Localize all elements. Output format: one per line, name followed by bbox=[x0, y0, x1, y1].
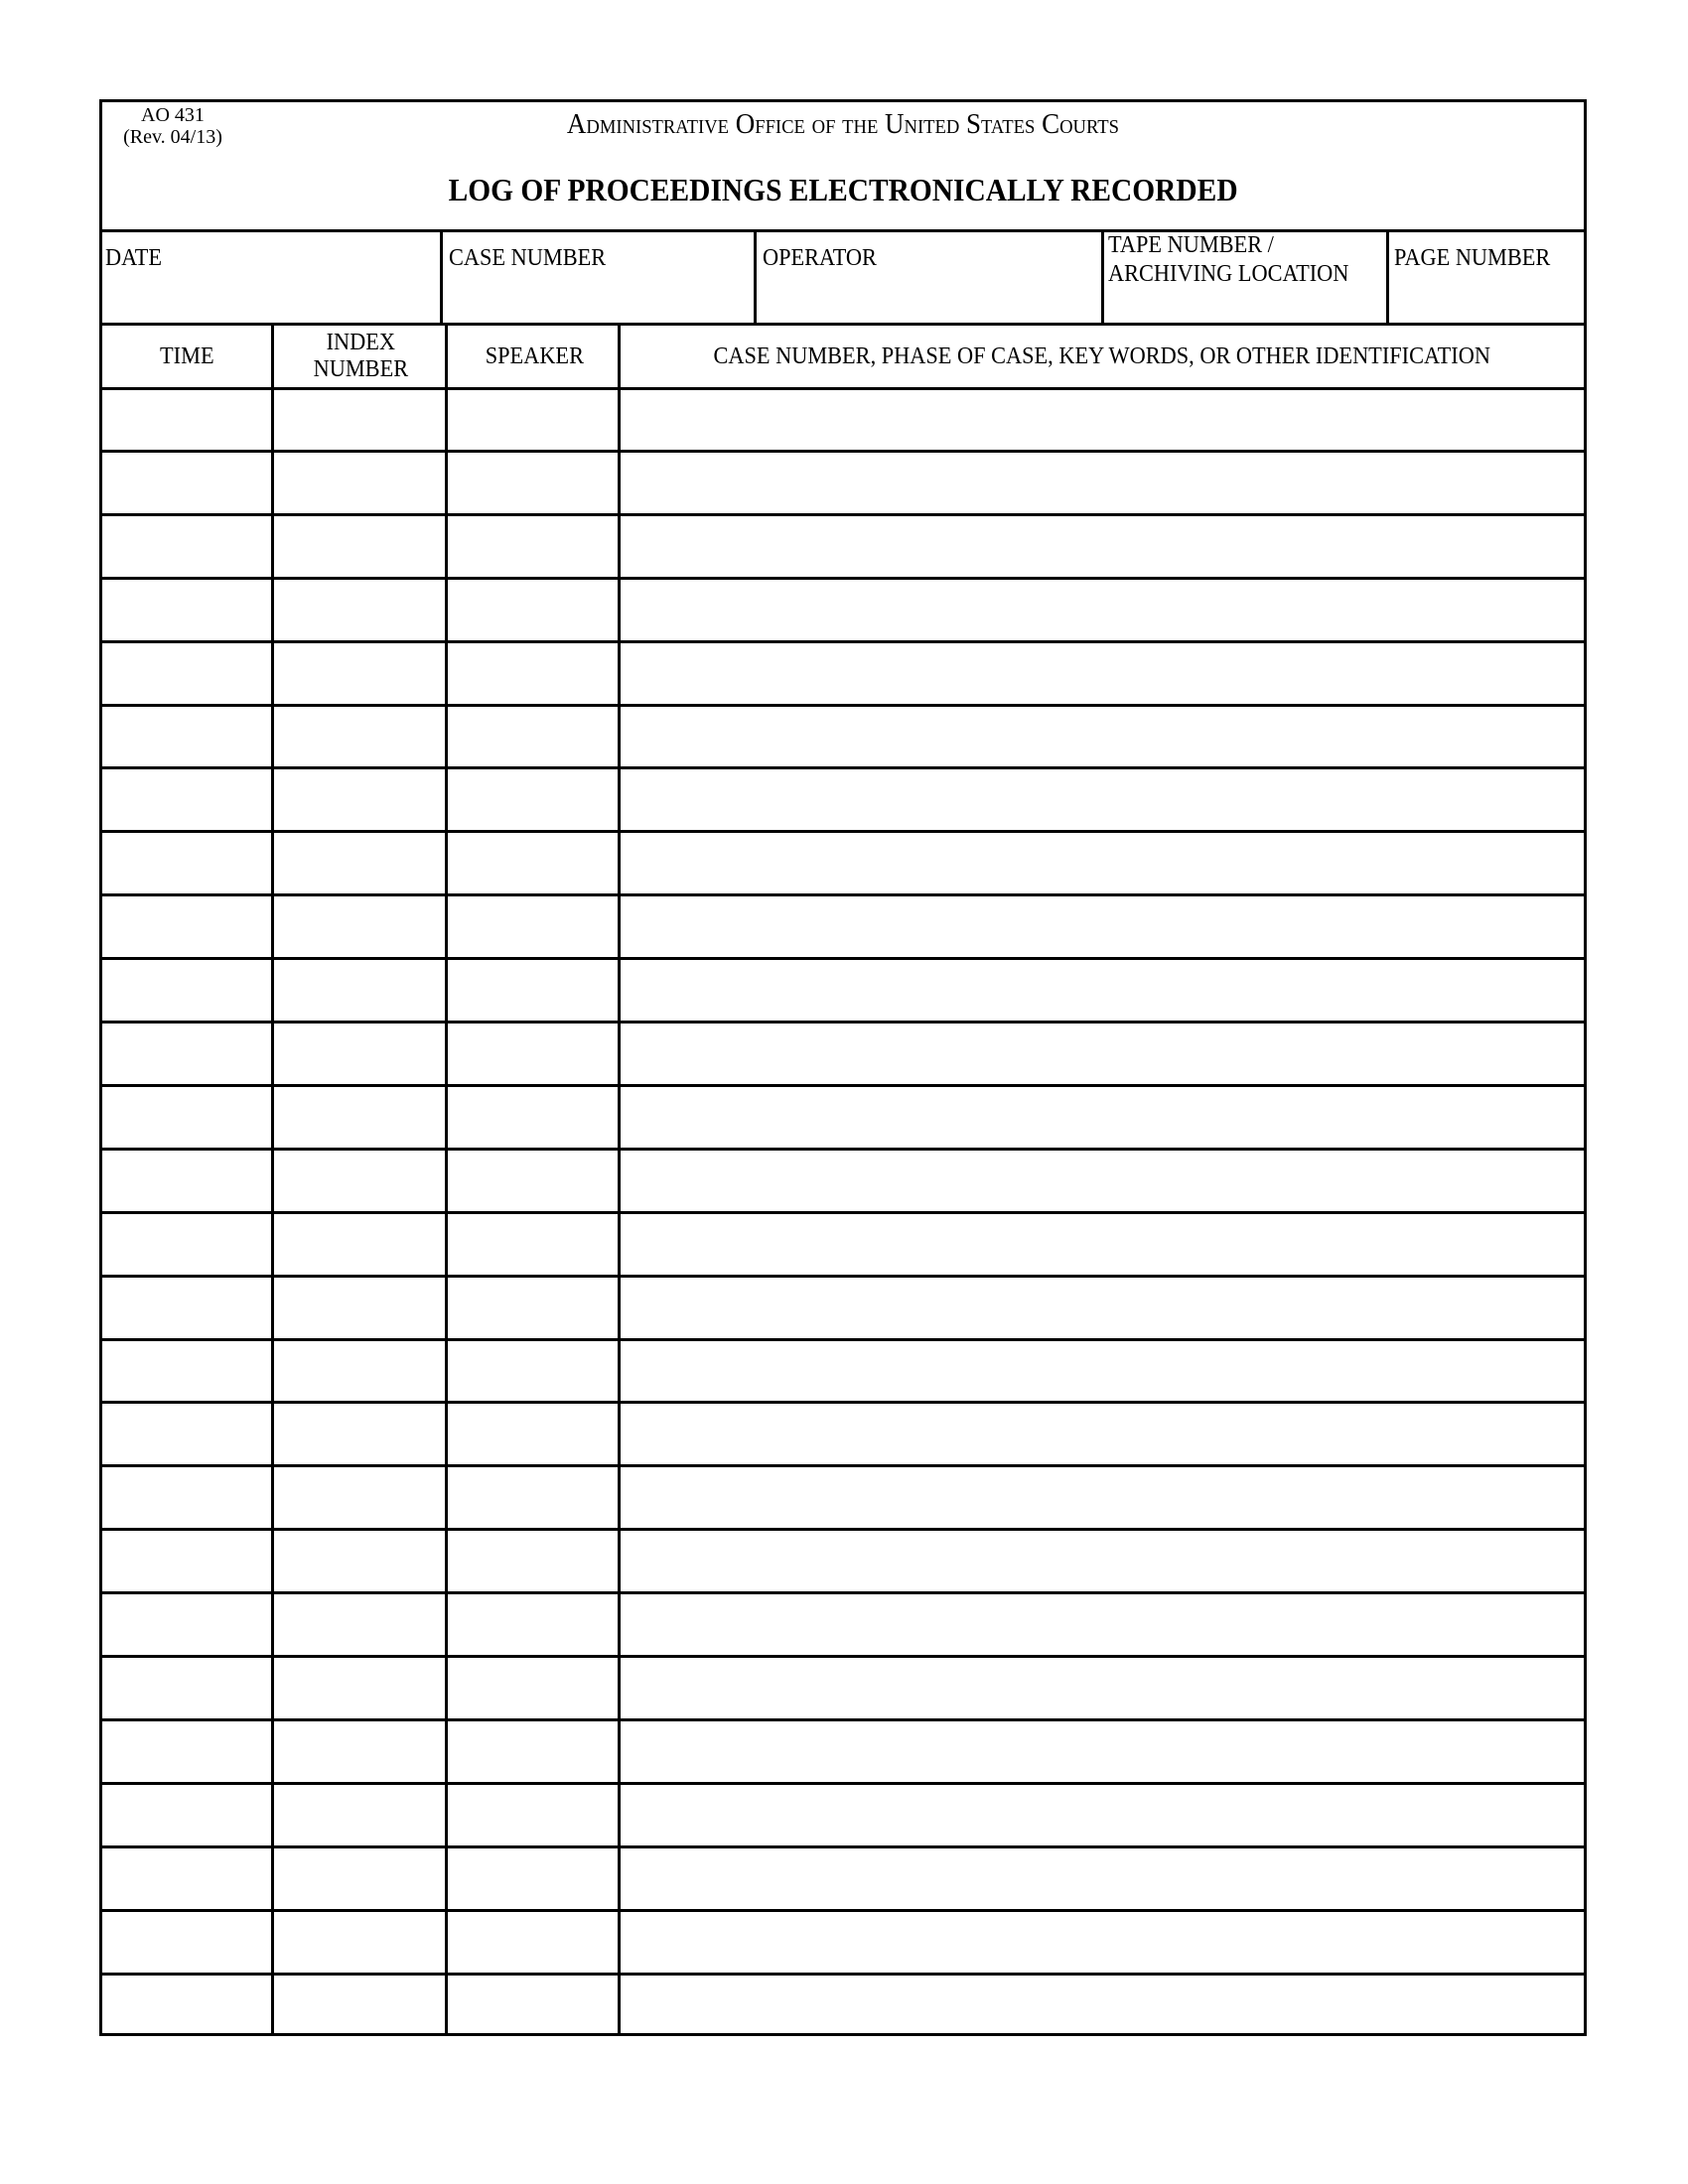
table-row bbox=[102, 514, 1584, 578]
table-row bbox=[102, 641, 1584, 705]
index-number-cell[interactable] bbox=[277, 391, 445, 449]
speaker-cell[interactable] bbox=[451, 898, 618, 956]
index-number-cell[interactable] bbox=[277, 1469, 445, 1527]
time-cell[interactable] bbox=[106, 771, 271, 829]
row-divider bbox=[102, 830, 1584, 833]
index-number-cell[interactable] bbox=[277, 1280, 445, 1337]
identification-cell[interactable] bbox=[624, 1850, 1583, 1908]
identification-cell[interactable] bbox=[624, 1723, 1583, 1781]
table-row bbox=[102, 1974, 1584, 2037]
time-cell[interactable] bbox=[106, 1596, 271, 1654]
identification-cell[interactable] bbox=[624, 1660, 1583, 1717]
time-cell[interactable] bbox=[106, 1343, 271, 1401]
row-divider bbox=[102, 1845, 1584, 1848]
time-cell[interactable] bbox=[106, 455, 271, 512]
table-row bbox=[102, 1085, 1584, 1149]
speaker-cell[interactable] bbox=[451, 582, 618, 639]
identification-cell[interactable] bbox=[624, 1406, 1583, 1463]
row-divider bbox=[102, 1909, 1584, 1912]
table-row bbox=[102, 1212, 1584, 1276]
time-cell[interactable] bbox=[106, 1660, 271, 1717]
time-cell[interactable] bbox=[106, 1469, 271, 1527]
identification-cell[interactable] bbox=[624, 835, 1583, 892]
index-number-cell[interactable] bbox=[277, 898, 445, 956]
table-row bbox=[102, 1402, 1584, 1465]
speaker-cell[interactable] bbox=[451, 1469, 618, 1527]
table-row bbox=[102, 1719, 1584, 1783]
speaker-cell[interactable] bbox=[451, 709, 618, 766]
page-number-label: PAGE NUMBER bbox=[1394, 245, 1551, 271]
time-cell[interactable] bbox=[106, 518, 271, 576]
table-row bbox=[102, 1910, 1584, 1974]
row-divider bbox=[102, 1401, 1584, 1404]
speaker-cell[interactable] bbox=[451, 1216, 618, 1274]
row-divider bbox=[102, 1973, 1584, 1976]
time-cell[interactable] bbox=[106, 835, 271, 892]
table-row bbox=[102, 387, 1584, 451]
row-divider bbox=[102, 957, 1584, 960]
index-number-cell[interactable] bbox=[277, 1723, 445, 1781]
index-number-cell[interactable] bbox=[277, 1153, 445, 1210]
date-field[interactable] bbox=[106, 271, 438, 321]
speaker-cell[interactable] bbox=[451, 835, 618, 892]
case-number-label: CASE NUMBER bbox=[449, 245, 607, 271]
row-divider bbox=[102, 1084, 1584, 1087]
index-number-cell[interactable] bbox=[277, 582, 445, 639]
table-row bbox=[102, 1783, 1584, 1846]
time-cell[interactable] bbox=[106, 1533, 271, 1590]
time-cell[interactable] bbox=[106, 391, 271, 449]
index-number-cell[interactable] bbox=[277, 1660, 445, 1717]
row-divider bbox=[102, 704, 1584, 707]
index-number-cell[interactable] bbox=[277, 1596, 445, 1654]
identification-cell[interactable] bbox=[624, 1025, 1583, 1083]
identification-cell[interactable] bbox=[624, 1153, 1583, 1210]
index-number-cell[interactable] bbox=[277, 455, 445, 512]
identification-cell[interactable] bbox=[624, 582, 1583, 639]
time-cell[interactable] bbox=[106, 962, 271, 1020]
form-revision: (Rev. 04/13) bbox=[123, 126, 222, 148]
time-cell[interactable] bbox=[106, 1850, 271, 1908]
tape-number-label: TAPE NUMBER / ARCHIVING LOCATION bbox=[1108, 232, 1349, 287]
table-row bbox=[102, 1022, 1584, 1085]
time-cell[interactable] bbox=[106, 709, 271, 766]
column-header-identification: CASE NUMBER, PHASE OF CASE, KEY WORDS, OR OTHER IDENTIFICATION bbox=[713, 343, 1491, 369]
index-number-cell[interactable] bbox=[277, 1343, 445, 1401]
index-number-cell[interactable] bbox=[277, 1978, 445, 2035]
row-divider bbox=[102, 1211, 1584, 1214]
row-divider bbox=[102, 1021, 1584, 1024]
index-number-cell[interactable] bbox=[277, 1025, 445, 1083]
table-row bbox=[102, 1529, 1584, 1592]
time-cell[interactable] bbox=[106, 1280, 271, 1337]
page-number-field[interactable] bbox=[1391, 271, 1584, 321]
time-cell[interactable] bbox=[106, 1089, 271, 1147]
row-divider bbox=[102, 893, 1584, 896]
row-divider bbox=[102, 450, 1584, 453]
table-row bbox=[102, 767, 1584, 831]
row-divider bbox=[102, 1275, 1584, 1278]
table-row bbox=[102, 831, 1584, 894]
speaker-cell[interactable] bbox=[451, 518, 618, 576]
time-cell[interactable] bbox=[106, 1216, 271, 1274]
identification-cell[interactable] bbox=[624, 898, 1583, 956]
agency-name bbox=[102, 108, 1584, 141]
identification-cell[interactable] bbox=[624, 1280, 1583, 1337]
date-label: DATE bbox=[105, 245, 163, 271]
identification-cell[interactable] bbox=[624, 962, 1583, 1020]
identification-cell[interactable] bbox=[624, 1469, 1583, 1527]
time-cell[interactable] bbox=[106, 1153, 271, 1210]
column-header-speaker: SPEAKER bbox=[485, 343, 584, 369]
table-row bbox=[102, 451, 1584, 514]
time-cell[interactable] bbox=[106, 898, 271, 956]
row-divider bbox=[102, 1148, 1584, 1151]
form-title bbox=[102, 172, 1584, 208]
table-row bbox=[102, 958, 1584, 1022]
table-row bbox=[102, 894, 1584, 958]
info-divider-3 bbox=[1101, 229, 1104, 326]
table-row bbox=[102, 1592, 1584, 1656]
row-divider bbox=[102, 1655, 1584, 1658]
info-divider-2 bbox=[754, 229, 757, 326]
speaker-cell[interactable] bbox=[451, 1406, 618, 1463]
log-of-proceedings-form bbox=[99, 99, 1587, 2036]
time-cell[interactable] bbox=[106, 1025, 271, 1083]
speaker-cell[interactable] bbox=[451, 455, 618, 512]
speaker-cell[interactable] bbox=[451, 1787, 618, 1844]
row-divider bbox=[102, 1338, 1584, 1341]
identification-cell[interactable] bbox=[624, 455, 1583, 512]
speaker-cell[interactable] bbox=[451, 1596, 618, 1654]
speaker-cell[interactable] bbox=[451, 1978, 618, 2035]
row-divider bbox=[102, 1464, 1584, 1467]
identification-cell[interactable] bbox=[624, 1343, 1583, 1401]
table-row bbox=[102, 705, 1584, 768]
time-cell[interactable] bbox=[106, 1914, 271, 1972]
case-number-field[interactable] bbox=[445, 271, 751, 321]
row-divider bbox=[102, 1782, 1584, 1785]
log-rows bbox=[102, 387, 1584, 2033]
speaker-cell[interactable] bbox=[451, 1533, 618, 1590]
identification-cell[interactable] bbox=[624, 645, 1583, 703]
table-row bbox=[102, 1339, 1584, 1403]
speaker-cell[interactable] bbox=[451, 962, 618, 1020]
index-number-cell[interactable] bbox=[277, 1787, 445, 1844]
index-number-cell[interactable] bbox=[277, 1089, 445, 1147]
speaker-cell[interactable] bbox=[451, 391, 618, 449]
speaker-cell[interactable] bbox=[451, 1914, 618, 1972]
info-divider-1 bbox=[440, 229, 443, 326]
index-number-cell[interactable] bbox=[277, 1914, 445, 1972]
time-cell[interactable] bbox=[106, 1787, 271, 1844]
form-number: AO 431 bbox=[141, 104, 205, 126]
speaker-cell[interactable] bbox=[451, 771, 618, 829]
identification-cell[interactable] bbox=[624, 1533, 1583, 1590]
table-row bbox=[102, 1656, 1584, 1719]
speaker-cell[interactable] bbox=[451, 1723, 618, 1781]
row-divider bbox=[102, 640, 1584, 643]
speaker-cell[interactable] bbox=[451, 1343, 618, 1401]
identification-cell[interactable] bbox=[624, 709, 1583, 766]
table-row bbox=[102, 578, 1584, 641]
speaker-cell[interactable] bbox=[451, 1089, 618, 1147]
identification-cell[interactable] bbox=[624, 1089, 1583, 1147]
operator-field[interactable] bbox=[759, 271, 1098, 321]
index-number-cell[interactable] bbox=[277, 1850, 445, 1908]
identification-cell[interactable] bbox=[624, 518, 1583, 576]
row-divider bbox=[102, 1591, 1584, 1594]
time-cell[interactable] bbox=[106, 645, 271, 703]
index-number-cell[interactable] bbox=[277, 645, 445, 703]
index-number-cell[interactable] bbox=[277, 835, 445, 892]
time-cell[interactable] bbox=[106, 1723, 271, 1781]
row-divider bbox=[102, 577, 1584, 580]
index-number-cell[interactable] bbox=[277, 1533, 445, 1590]
row-divider bbox=[102, 1718, 1584, 1721]
identification-cell[interactable] bbox=[624, 771, 1583, 829]
table-row bbox=[102, 1149, 1584, 1212]
index-number-cell[interactable] bbox=[277, 1216, 445, 1274]
identification-cell[interactable] bbox=[624, 1596, 1583, 1654]
row-divider bbox=[102, 1528, 1584, 1531]
identification-cell[interactable] bbox=[624, 391, 1583, 449]
speaker-cell[interactable] bbox=[451, 1660, 618, 1717]
identification-cell[interactable] bbox=[624, 1978, 1583, 2035]
speaker-cell[interactable] bbox=[451, 1025, 618, 1083]
info-divider-4 bbox=[1386, 229, 1389, 326]
speaker-cell[interactable] bbox=[451, 1850, 618, 1908]
identification-cell[interactable] bbox=[624, 1914, 1583, 1972]
table-row bbox=[102, 1465, 1584, 1529]
identification-cell[interactable] bbox=[624, 1216, 1583, 1274]
index-number-cell[interactable] bbox=[277, 771, 445, 829]
index-number-cell[interactable] bbox=[277, 518, 445, 576]
operator-label: OPERATOR bbox=[763, 245, 877, 271]
row-divider bbox=[102, 766, 1584, 769]
table-row bbox=[102, 1846, 1584, 1910]
time-cell[interactable] bbox=[106, 1406, 271, 1463]
speaker-cell[interactable] bbox=[451, 1153, 618, 1210]
index-number-cell[interactable] bbox=[277, 709, 445, 766]
speaker-cell[interactable] bbox=[451, 1280, 618, 1337]
speaker-cell[interactable] bbox=[451, 645, 618, 703]
agency-name-text: Administrative Office of the United States Courts bbox=[566, 108, 1120, 140]
tape-number-field[interactable] bbox=[1106, 291, 1383, 323]
form-title-text: LOG OF PROCEEDINGS ELECTRONICALLY RECORDED bbox=[448, 172, 1238, 207]
time-cell[interactable] bbox=[106, 1978, 271, 2035]
identification-cell[interactable] bbox=[624, 1787, 1583, 1844]
table-row bbox=[102, 1276, 1584, 1339]
row-divider bbox=[102, 513, 1584, 516]
time-cell[interactable] bbox=[106, 582, 271, 639]
column-header-time: TIME bbox=[159, 343, 214, 369]
index-number-cell[interactable] bbox=[277, 1406, 445, 1463]
index-number-cell[interactable] bbox=[277, 962, 445, 1020]
column-header-index-number: INDEX NUMBER bbox=[313, 330, 409, 382]
